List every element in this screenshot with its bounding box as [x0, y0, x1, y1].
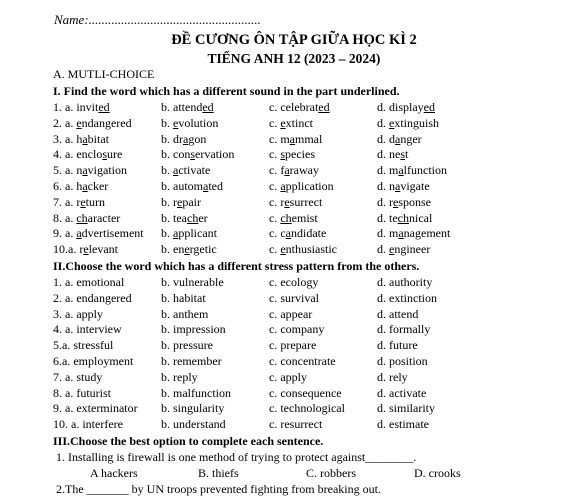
option: 7. a. study [53, 369, 103, 384]
list-item [53, 291, 573, 307]
option: d. technical [377, 210, 433, 225]
option: d. malfunction [377, 163, 447, 178]
option: c. application [269, 178, 334, 193]
option: c. concentrate [269, 353, 336, 368]
option: b. conservation [161, 147, 235, 162]
option: b. vulnerable [161, 275, 224, 289]
option: A hackers [90, 466, 138, 480]
list-item [53, 322, 573, 338]
option: c. mammal [269, 131, 323, 146]
section-a-heading: A. MUTLI-CHOICE [53, 67, 155, 81]
option: 9. a. advertisement [53, 226, 144, 241]
option: 5.a. stressful [53, 338, 114, 353]
option: d. management [377, 226, 451, 241]
option: d. future [377, 338, 418, 353]
question-1-options [90, 466, 510, 481]
list-item [53, 386, 573, 402]
part3-heading: III.Choose the best option to complete each sentence. [53, 434, 324, 448]
option: b. anthem [161, 306, 209, 321]
option: b. understand [161, 417, 226, 432]
option: 1. a. emotional [53, 275, 125, 289]
list-item [53, 354, 573, 370]
option: d. authority [377, 275, 433, 289]
option: c. species [269, 147, 315, 162]
option: b. remember [161, 353, 222, 368]
option: b. activate [161, 163, 211, 178]
option: b. repair [161, 194, 201, 209]
option: b. energetic [161, 242, 217, 257]
option: b. pressure [161, 338, 213, 353]
option: B. thiefs [198, 466, 239, 480]
option: b. impression [161, 322, 226, 337]
part1-grid [53, 100, 573, 258]
list-item [53, 147, 573, 163]
option: 6.a. employment [53, 353, 134, 368]
option: d. nest [377, 147, 409, 162]
option: c. candidate [269, 226, 327, 241]
option: c. faraway [269, 163, 319, 178]
option: b. automated [161, 178, 223, 193]
option: d. danger [377, 131, 422, 146]
option: 5. a. navigation [53, 163, 127, 178]
option: b. evolution [161, 115, 219, 130]
option: 4. a. interview [53, 322, 122, 337]
option: b. habitat [161, 290, 206, 305]
option: c. consequence [269, 385, 342, 400]
option: C. robbers [306, 466, 356, 480]
option: d. rely [377, 369, 408, 384]
option: c. celebrated [269, 100, 330, 114]
list-item [53, 179, 573, 195]
option: d. navigate [377, 178, 430, 193]
option: 2. a. endangered [53, 290, 132, 305]
option: 8. a. character [53, 210, 121, 225]
option: 8. a. futurist [53, 385, 111, 400]
option: d. engineer [377, 242, 431, 257]
option: c. enthusiastic [269, 242, 337, 257]
list-item [53, 116, 573, 132]
option: c. company [269, 322, 325, 337]
option: d. estimate [377, 417, 429, 432]
list-item [53, 307, 573, 323]
option: c. prepare [269, 338, 317, 353]
option: 9. a. exterminator [53, 401, 138, 416]
part2-heading: II.Choose the word which has a different stress pattern from the others. [53, 259, 420, 273]
list-item [53, 242, 573, 258]
option: c. technological [269, 401, 345, 416]
option: c. apply [269, 369, 307, 384]
list-item [53, 100, 573, 116]
option: d. extinguish [377, 115, 439, 130]
option: 4. a. enclosure [53, 147, 123, 162]
document-subtitle: TIẾNG ANH 12 (2023 – 2024) [207, 51, 381, 66]
option: 3. a. apply [53, 306, 103, 321]
list-item [53, 195, 573, 211]
option: d. position [377, 353, 428, 368]
option: 10. a. interfere [53, 417, 123, 432]
list-item [53, 211, 573, 227]
option: b. malfunction [161, 385, 231, 400]
option: d. displayed [377, 100, 435, 114]
list-item [53, 401, 573, 417]
option: d. attend [377, 306, 419, 321]
option: 1. a. invited [53, 100, 110, 114]
part2-grid [53, 275, 573, 433]
option: d. extinction [377, 290, 437, 305]
option: c. survival [269, 290, 319, 305]
option: d. formally [377, 322, 431, 337]
option: 10.a. relevant [53, 242, 118, 257]
list-item [53, 417, 573, 433]
option: b. reply [161, 369, 198, 384]
option: b. dragon [161, 131, 207, 146]
list-item [53, 163, 573, 179]
option: 6. a. hacker [53, 178, 109, 193]
list-item [53, 226, 573, 242]
question-1: 1. Installing is firewall is one method of trying to protect against________. [56, 450, 417, 464]
option: b. teacher [161, 210, 208, 225]
option: 3. a. habitat [53, 131, 109, 146]
option: c. resurrect [269, 417, 323, 432]
list-item [53, 338, 573, 354]
document-title: ĐỀ CƯƠNG ÔN TẬP GIỮA HỌC KÌ 2 [171, 32, 417, 48]
option: c. extinct [269, 115, 313, 130]
list-item [53, 275, 573, 291]
part1-heading: I. Find the word which has a different sound in the part underlined. [53, 84, 400, 98]
option: d. response [377, 194, 431, 209]
option: c. chemist [269, 210, 318, 225]
option: 7. a. return [53, 194, 105, 209]
option: c. ecology [269, 275, 319, 289]
option: c. appear [269, 306, 313, 321]
name-line: Name:..................................................... [54, 12, 261, 27]
list-item [53, 370, 573, 386]
option: b. applicant [161, 226, 217, 241]
question-2: 2.The _______ by UN troops prevented fighting from breaking out. [56, 482, 381, 496]
option: D. crooks [414, 466, 461, 480]
option: c. resurrect [269, 194, 323, 209]
option: b. singularity [161, 401, 225, 416]
list-item [53, 132, 573, 148]
option: d. similarity [377, 401, 435, 416]
option: d. activate [377, 385, 427, 400]
option: 2. a. endangered [53, 115, 132, 130]
option: b. attended [161, 100, 214, 114]
